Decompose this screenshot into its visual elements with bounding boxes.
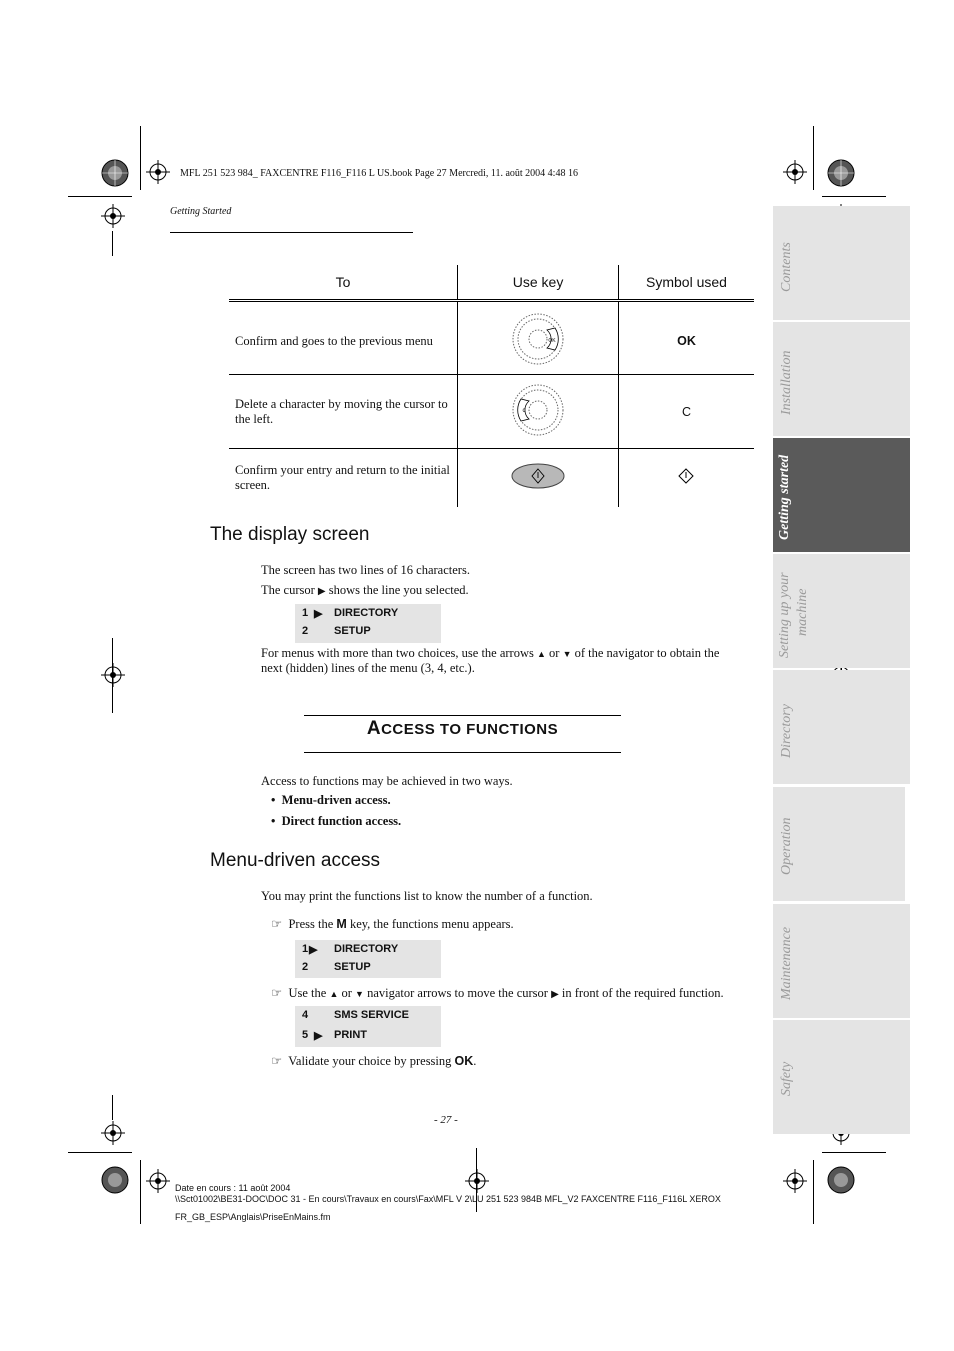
- up-arrow-icon: ▲: [329, 989, 339, 999]
- header-rule: [170, 232, 413, 233]
- tab-setting-up[interactable]: [773, 554, 910, 668]
- column-header: To: [229, 265, 458, 301]
- lcd-display: [295, 604, 441, 643]
- pointing-hand-icon: ☞: [271, 917, 283, 931]
- tab-getting-started[interactable]: [773, 438, 910, 552]
- action-cell: Delete a character by moving the cursor to the left.: [229, 375, 458, 449]
- paragraph: Access to functions may be achieved in two ways.: [261, 774, 513, 788]
- pointing-hand-icon: ☞: [271, 986, 283, 1000]
- tab-label: Directory: [779, 704, 794, 758]
- registration-target-icon: [826, 1165, 856, 1195]
- table-header-row: [229, 265, 754, 301]
- tab-label: Installation: [779, 350, 794, 415]
- footer-date: Date en cours : 11 août 2004: [175, 1183, 291, 1193]
- tab-installation[interactable]: [773, 322, 910, 436]
- footer-path: \\Sct01002\BE31-DOC\DOC 31 - En cours\Travaux en cours\Fax\MFL V 2\LU 251 523 984B MFL_V2 FAXCENTRE F116_F116L XEROX: [175, 1194, 721, 1204]
- lcd-line: 2 SETUP: [302, 961, 371, 973]
- page-number: - 27 -: [434, 1114, 458, 1126]
- column-header: Use key: [458, 265, 619, 301]
- tab-contents[interactable]: [773, 206, 910, 320]
- start-key-icon: [510, 462, 566, 490]
- pointing-hand-icon: ☞: [271, 1054, 283, 1068]
- tab-label: Operation: [779, 817, 794, 875]
- step: ☞ Validate your choice by pressing OK.: [271, 1054, 477, 1068]
- symbol-cell: C: [681, 404, 691, 419]
- crosshair-icon: [101, 204, 125, 228]
- crosshair-icon: [783, 1169, 807, 1193]
- tab-safety[interactable]: [773, 1020, 910, 1134]
- table-row: [229, 309, 754, 375]
- list-item: • Direct function access.: [271, 814, 402, 828]
- tab-label: Setting up your: [777, 572, 792, 658]
- paragraph: The screen has two lines of 16 characters.: [261, 563, 470, 577]
- lcd-line: 1 ▶ DIRECTORY: [302, 607, 399, 620]
- table-row: [229, 449, 754, 507]
- crosshair-icon: [146, 1169, 170, 1193]
- tab-label: Contents: [779, 242, 794, 292]
- action-cell: Confirm your entry and return to the initial screen.: [229, 449, 458, 507]
- lcd-line: 2 SETUP: [302, 625, 371, 637]
- cursor-arrow-icon: ▶: [317, 586, 326, 597]
- section-title: The display screen: [210, 524, 370, 545]
- svg-text:c: c: [522, 407, 526, 414]
- key-table: [229, 265, 754, 507]
- tab-operation[interactable]: [773, 787, 905, 901]
- paragraph: You may print the functions list to know the number of a function.: [261, 889, 593, 903]
- registration-target-icon: [100, 1165, 130, 1195]
- lcd-line: 4 SMS SERVICE: [302, 1009, 409, 1021]
- list-item: • Menu-driven access.: [271, 793, 391, 807]
- step: ☞ Use the ▲ or ▼ navigator arrows to move the cursor ▶ in front of the required function.: [271, 986, 724, 1000]
- chapter-rule-top: [304, 715, 621, 716]
- svg-text:OK: OK: [548, 338, 556, 345]
- action-cell: Confirm and goes to the previous menu: [229, 309, 458, 375]
- tab-label: Getting started: [777, 454, 792, 540]
- down-arrow-icon: ▼: [562, 649, 572, 659]
- lcd-display: [295, 940, 441, 978]
- tab-label: machine: [795, 588, 810, 636]
- lcd-line: 1 ▶ DIRECTORY: [302, 943, 399, 956]
- navigator-ok-key-icon: [511, 312, 565, 366]
- lcd-line: 5 ▶ PRINT: [302, 1029, 367, 1042]
- cursor-arrow-icon: ▶: [551, 989, 559, 1000]
- registration-target-icon: [100, 158, 130, 188]
- registration-target-icon: [826, 158, 856, 188]
- crosshair-icon: [101, 663, 125, 687]
- book-info-line: MFL 251 523 984_ FAXCENTRE F116_F116 L US.book Page 27 Mercredi, 11. août 2004 4:48 16: [180, 168, 578, 179]
- down-arrow-icon: ▼: [355, 989, 364, 999]
- running-head: Getting Started: [170, 206, 232, 217]
- step: ☞ Press the M key, the functions menu appears.: [271, 917, 514, 931]
- up-arrow-icon: ▲: [536, 649, 546, 659]
- navigator-c-key-icon: [511, 383, 565, 437]
- paragraph: For menus with more than two choices, use the arrows ▲ or ▼ of the navigator to obtain the next (hidden) lines of the menu (3, 4, etc.).: [261, 646, 720, 675]
- chapter-rule-bottom: [304, 752, 621, 753]
- symbol-cell: OK: [677, 334, 696, 349]
- section-title: Menu-driven access: [210, 850, 381, 871]
- start-symbol-icon: [678, 468, 694, 484]
- crosshair-icon: [101, 1121, 125, 1145]
- table-row: [229, 375, 754, 449]
- column-header: Symbol used: [646, 274, 727, 290]
- footer-file: FR_GB_ESP\Anglais\PriseEnMains.fm: [175, 1212, 331, 1222]
- crosshair-icon: [783, 160, 807, 184]
- tab-maintenance[interactable]: [773, 904, 910, 1018]
- tab-directory[interactable]: [773, 670, 910, 784]
- crosshair-icon: [146, 160, 170, 184]
- lcd-display: [295, 1006, 441, 1047]
- tab-label: Maintenance: [779, 926, 794, 1000]
- crosshair-icon: [465, 1169, 489, 1193]
- chapter-title: ACCESS TO FUNCTIONS: [366, 718, 559, 739]
- tab-label: Safety: [779, 1061, 794, 1096]
- paragraph: The cursor ▶ shows the line you selected.: [261, 583, 469, 597]
